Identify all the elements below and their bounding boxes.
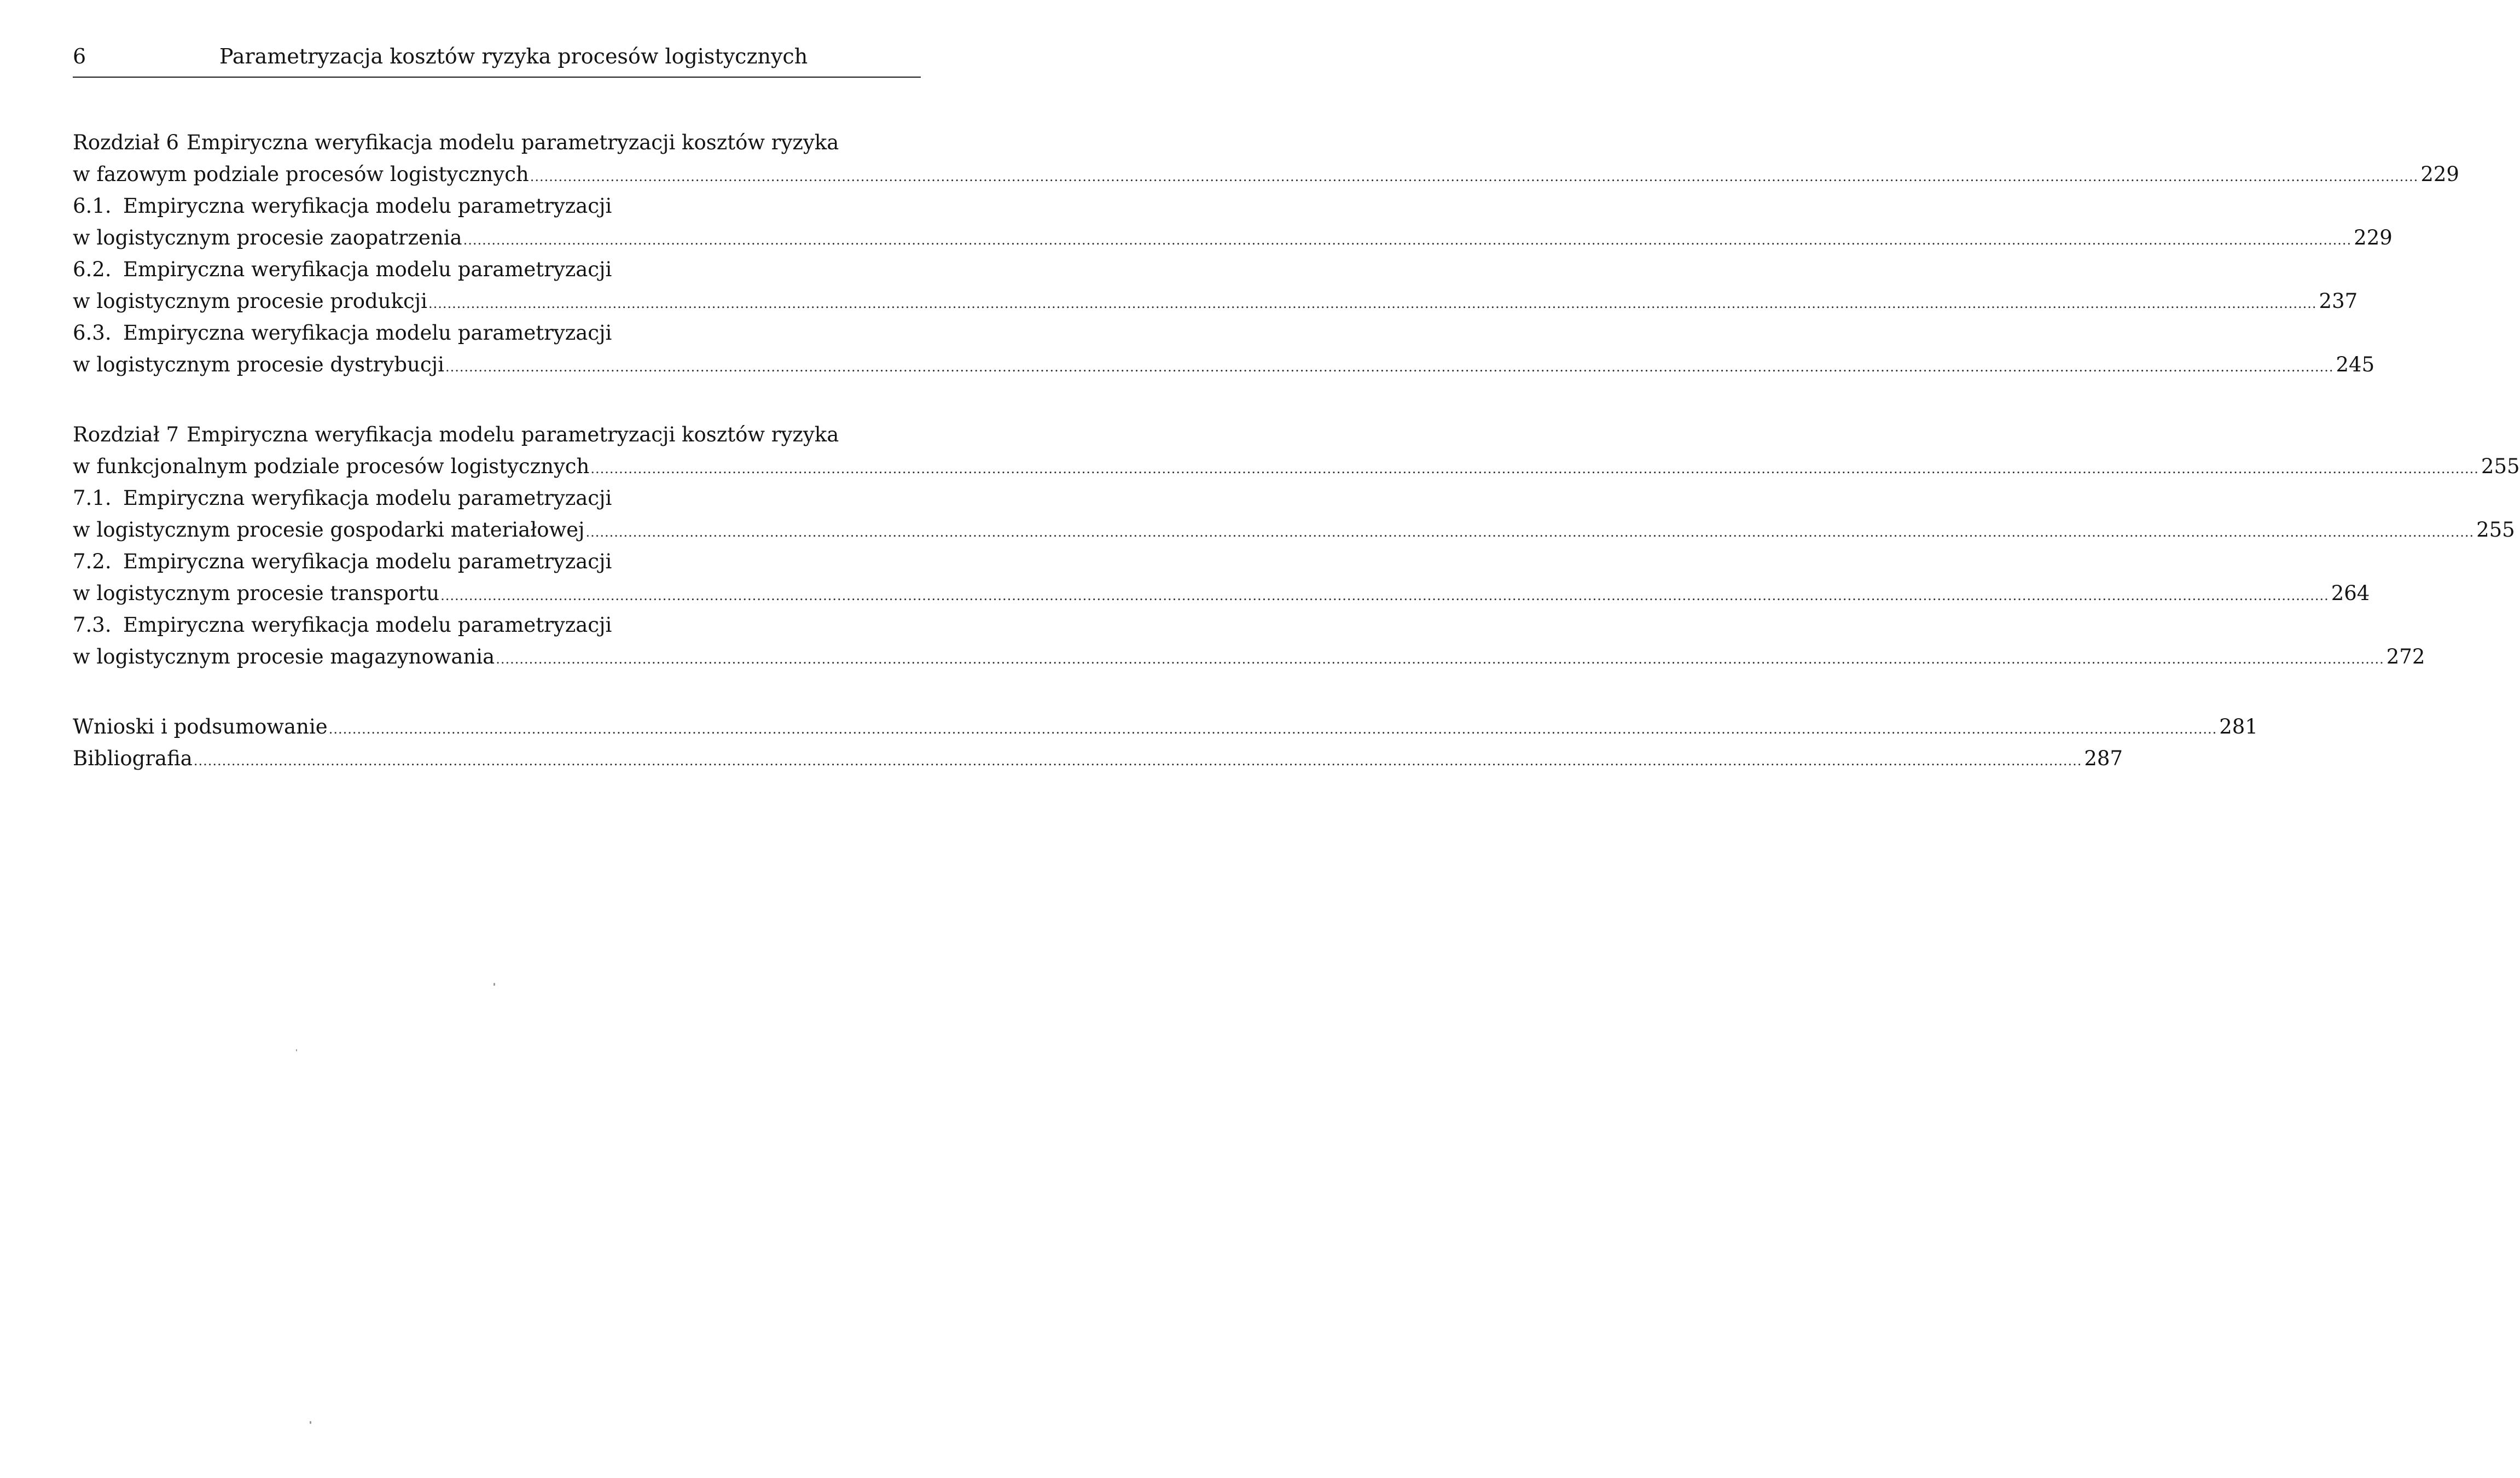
scan-speck [493, 983, 495, 986]
section-title-continued: w logistycznym procesie magazynowania [73, 645, 495, 668]
page-ref: 245 [2336, 353, 2375, 376]
section-number: 7.1. [73, 486, 112, 510]
running-header [73, 43, 921, 78]
toc-section-heading [73, 546, 918, 578]
toc-entry [73, 578, 2370, 609]
dot-leader: ................................................................................................................................................................................................................................................................................................................................................................................................................ [530, 169, 2419, 184]
page-ref: 229 [2354, 226, 2393, 249]
section-title-continued: w logistycznym procesie produkcji [73, 289, 427, 313]
page-ref: 281 [2219, 715, 2258, 738]
section-number: 7.2. [73, 550, 112, 573]
section-title-continued: w logistycznym procesie gospodarki materiałowej [73, 518, 585, 542]
toc-entry [73, 514, 2515, 546]
page-number: 6 [73, 44, 86, 68]
page-ref: 272 [2386, 645, 2425, 668]
scan-speck [310, 1421, 311, 1424]
toc-chapter-6-heading [73, 127, 918, 159]
section-title: Empiryczna weryfikacja modelu parametryzacji [123, 194, 612, 218]
page-ref: 237 [2319, 289, 2358, 313]
dot-leader: ................................................................................................................................................................................................................................................................................................................................................................................................................ [496, 651, 2384, 667]
section-title-continued: w logistycznym procesie dystrybucji [73, 353, 444, 376]
section-title: Empiryczna weryfikacja modelu parametryzacji [123, 486, 612, 510]
toc-entry [73, 222, 2393, 254]
section-number: 6.1. [73, 194, 112, 218]
chapter-title: Empiryczna weryfikacja modelu parametryzacji kosztów ryzyka [187, 131, 839, 154]
page-ref: 255 [2481, 455, 2520, 478]
chapter-label: Rozdział 6 [73, 131, 179, 154]
dot-leader: ................................................................................................................................................................................................................................................................................................................................................................................................................ [463, 232, 2352, 248]
running-title: Parametryzacja kosztów ryzyka procesów logistycznych [219, 44, 808, 68]
chapter-title-continued: w fazowym podziale procesów logistycznych [73, 162, 529, 186]
section-number: 6.2. [73, 258, 112, 281]
toc-entry [73, 159, 2459, 190]
conclusions-title: Wnioski i podsumowanie [73, 715, 328, 738]
section-title: Empiryczna weryfikacja modelu parametryzacji [123, 550, 612, 573]
chapter-title-continued: w funkcjonalnym podziale procesów logistycznych [73, 455, 590, 478]
page-ref: 264 [2331, 581, 2370, 605]
dot-leader: ................................................................................................................................................................................................................................................................................................................................................................................................................ [440, 588, 2329, 603]
toc-section-heading [73, 317, 918, 349]
chapter-title: Empiryczna weryfikacja modelu parametryzacji kosztów ryzyka [187, 423, 839, 446]
section-title: Empiryczna weryfikacja modelu parametryzacji [123, 321, 612, 345]
toc-entry [73, 451, 2520, 482]
scan-speck [296, 1049, 297, 1051]
dot-leader: ................................................................................................................................................................................................................................................................................................................................................................................................................ [428, 296, 2317, 311]
toc-section-heading [73, 609, 918, 641]
section-title-continued: w logistycznym procesie zaopatrzenia [73, 226, 462, 249]
dot-leader: ................................................................................................................................................................................................................................................................................................................................................................................................................ [328, 721, 2217, 737]
toc-chapter-7-heading [73, 419, 918, 451]
page-ref: 255 [2476, 518, 2515, 542]
table-of-contents [73, 127, 2520, 775]
section-number: 6.3. [73, 321, 112, 345]
page-ref: 229 [2420, 162, 2459, 186]
dot-leader: ................................................................................................................................................................................................................................................................................................................................................................................................................ [585, 525, 2475, 540]
section-title: Empiryczna weryfikacja modelu parametryzacji [123, 613, 612, 637]
dot-leader: ................................................................................................................................................................................................................................................................................................................................................................................................................ [193, 753, 2082, 769]
dot-leader: ................................................................................................................................................................................................................................................................................................................................................................................................................ [445, 359, 2334, 375]
toc-entry-conclusions [73, 711, 2258, 743]
toc-entry-bibliography [73, 743, 2123, 775]
section-title: Empiryczna weryfikacja modelu parametryzacji [123, 258, 612, 281]
bibliography-title: Bibliografia [73, 747, 193, 770]
dot-leader: ................................................................................................................................................................................................................................................................................................................................................................................................................ [590, 461, 2479, 476]
toc-section-heading [73, 190, 918, 222]
toc-entry [73, 641, 2425, 673]
toc-section-heading [73, 254, 918, 286]
section-title-continued: w logistycznym procesie transportu [73, 581, 440, 605]
toc-entry [73, 286, 2358, 317]
page-ref: 287 [2084, 747, 2123, 770]
section-number: 7.3. [73, 613, 112, 637]
chapter-label: Rozdział 7 [73, 423, 179, 446]
toc-entry [73, 349, 2375, 381]
toc-section-heading [73, 482, 918, 514]
